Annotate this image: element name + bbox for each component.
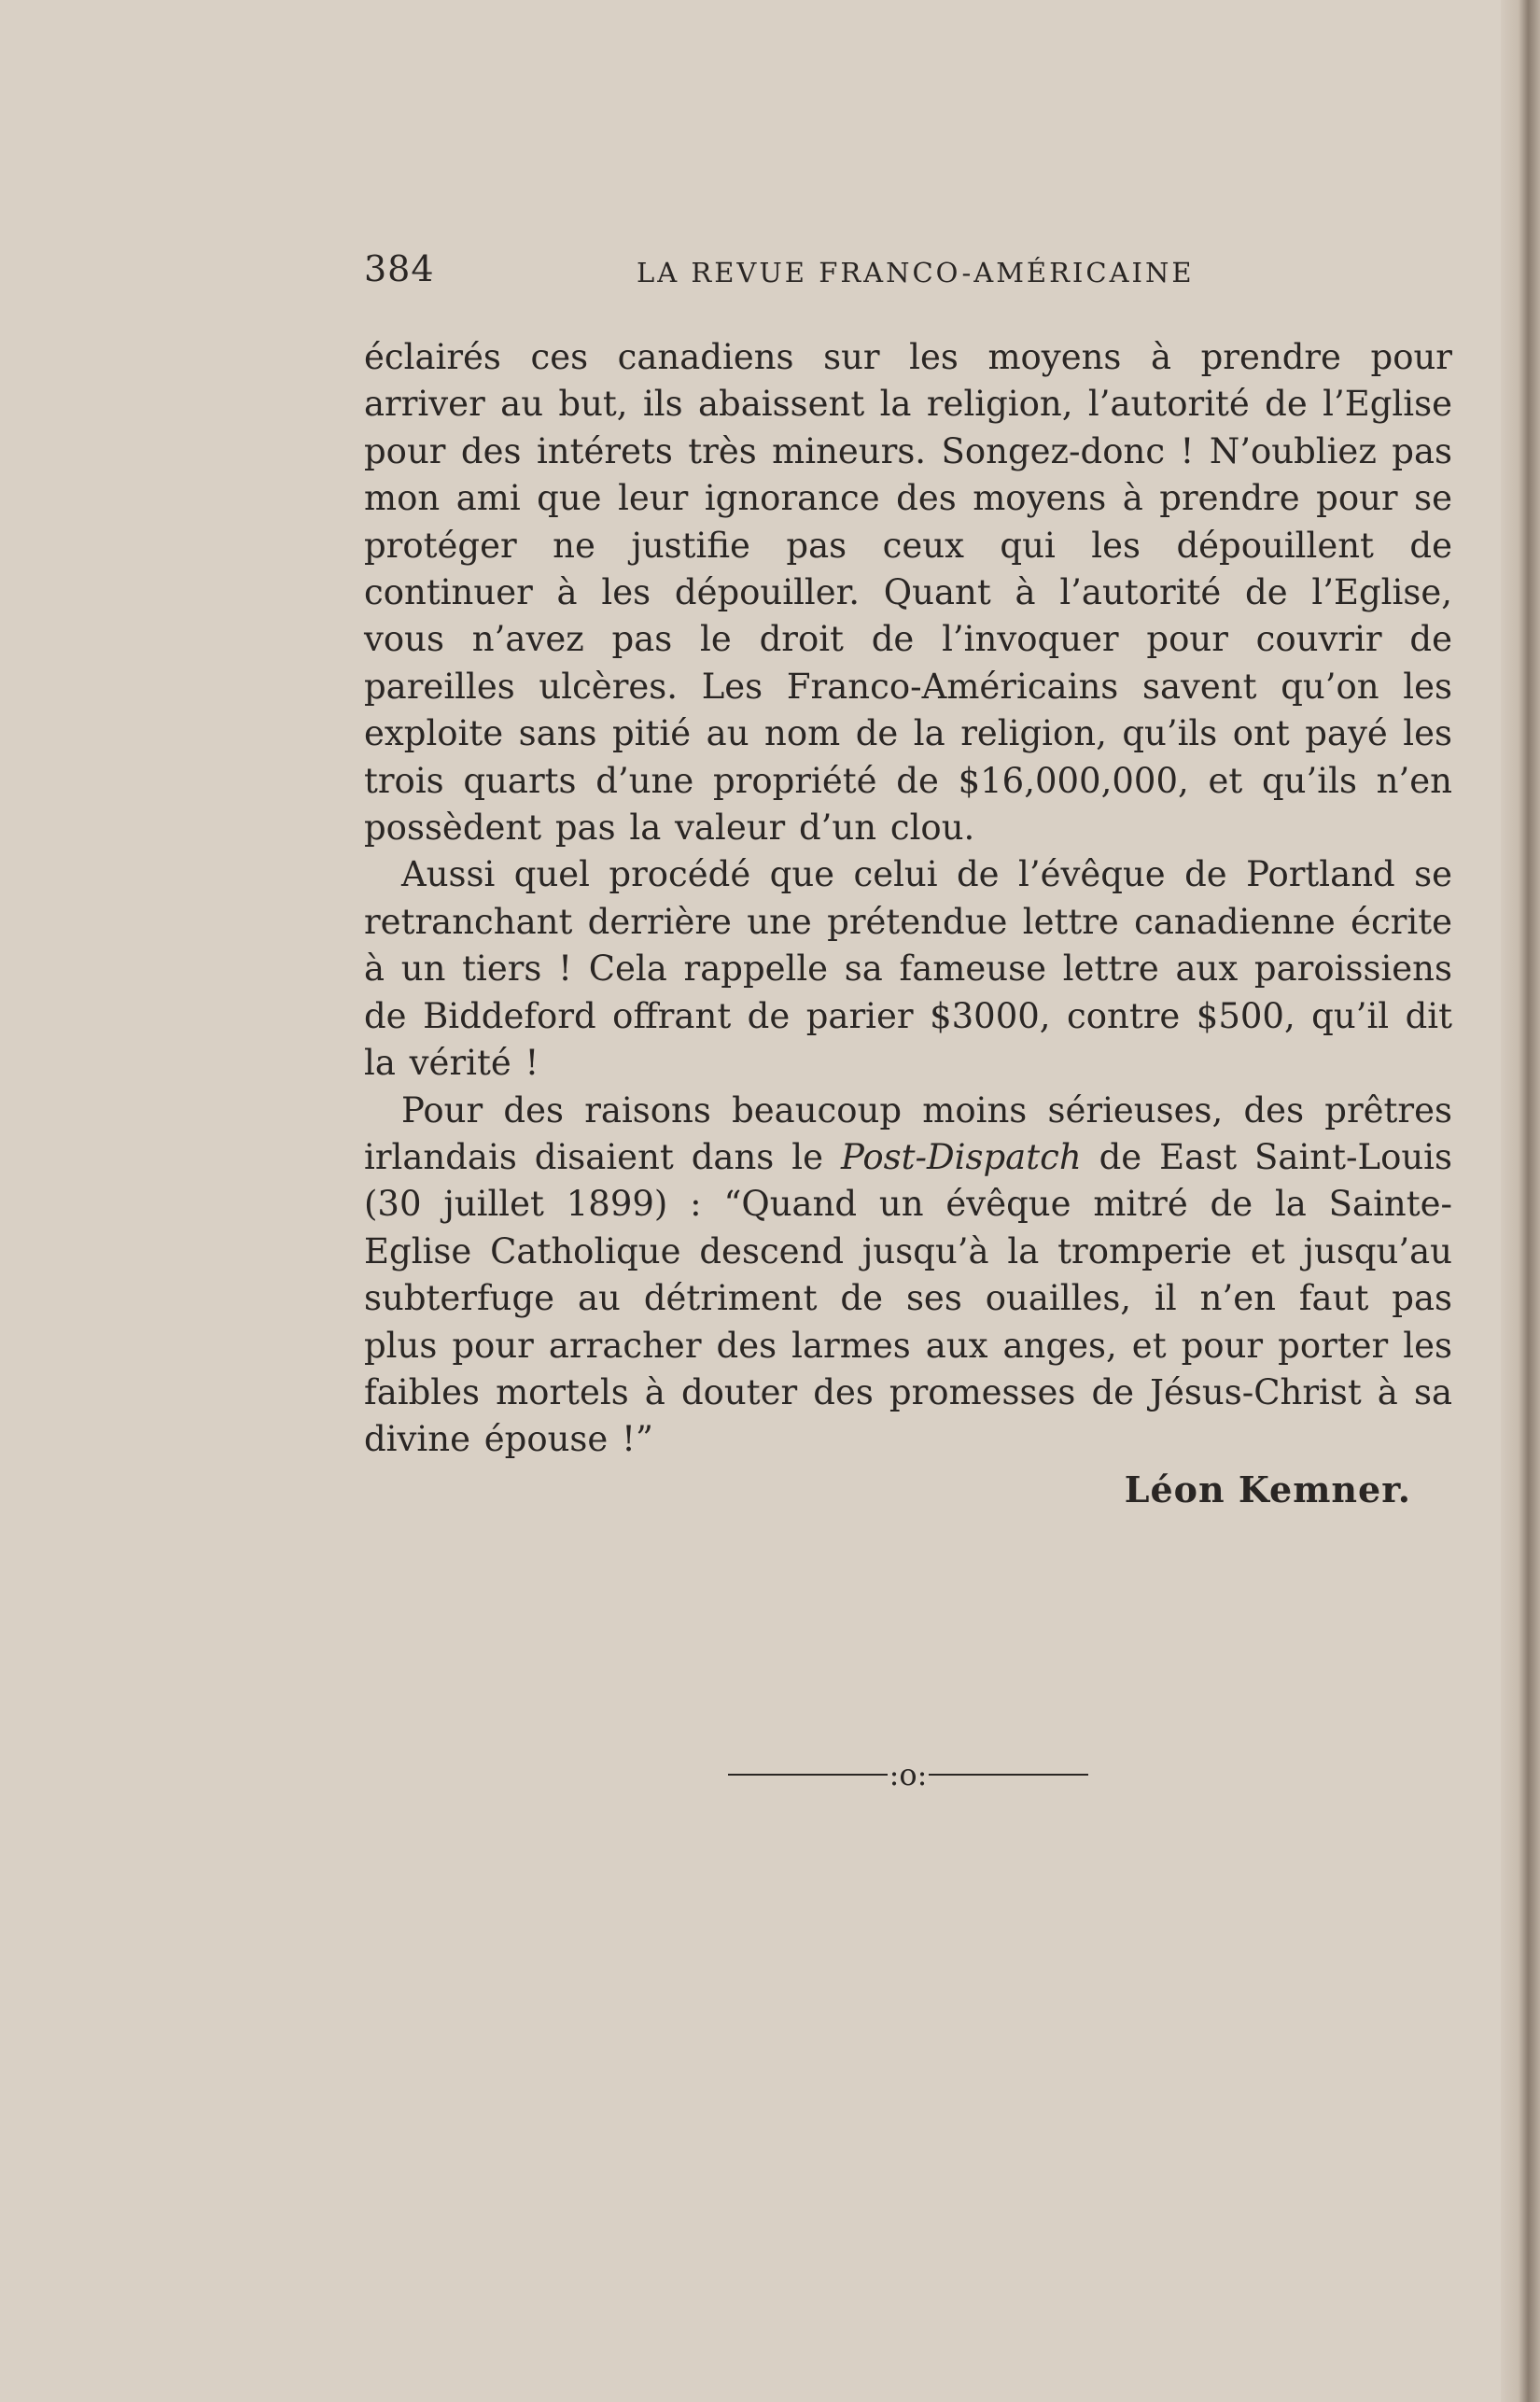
paragraph-2-text: Aussi quel procédé que celui de l’évêque de Portland se retranchant derrière une prétendue lettre canadienne écrite à un tiers ! Cela rappelle sa fameuse lettre aux paroissiens de Biddeford offrant de parier $3000, contre $500, qu’il dit la vérité !: [364, 854, 1452, 1084]
ornament-rule-right: [929, 1774, 1088, 1776]
author-signature: Léon Kemner.: [1124, 1468, 1411, 1510]
page-header: [364, 248, 1484, 293]
section-ornament: [728, 1754, 1088, 1795]
paragraph-2: [364, 851, 1452, 1087]
paragraph-3: [364, 1088, 1452, 1464]
ornament-center: :o:: [889, 1757, 928, 1792]
ornament-rule-left: [728, 1774, 888, 1776]
paragraph-3-text-a: Pour des raisons beaucoup moins sérieuses, des prêtres irlandais disaient dans le: [364, 1089, 1452, 1177]
paragraph-1-text: éclairés ces canadiens sur les moyens à prendre pour arriver au but, ils abaissent la religion, l’autorité de l’Eglise pour des intérets très mineurs. Songez-donc ! N’oubliez pas mon ami que leur ignorance des moyens à prendre pour se protéger ne justifie pas ceux qui les dépouillent de continuer à les dépouiller. Quant à l’autorité de l’Eglise, vous n’avez pas le droit de l’invoquer pour couvrir de pareilles ulcères. Les Franco-Américains savent qu’on les exploite sans pitié au nom de la religion, qu’ils ont payé les trois quarts d’une propriété de $16,000,000, et qu’ils n’en possèdent pas la valeur d’un clou.: [364, 337, 1452, 849]
page-edge-shadow: [1501, 0, 1540, 2402]
paragraph-1: [364, 334, 1452, 851]
newspaper-title: Post-Dispatch: [840, 1136, 1082, 1177]
article-body: [364, 334, 1452, 1516]
running-title: LA REVUE FRANCO-AMÉRICAINE: [637, 257, 1195, 288]
paragraph-3-text-b: de East Saint-Louis (30 juillet 1899) : “Quand un évêque mitré de la Sainte-Eglise Catholique descend jusqu’à la tromperie et jusqu’au subterfuge au détriment de ses ouailles, il n’en faut pas plus pour arracher des larmes aux anges, et pour porter les faibles mortels à douter des promesses de Jésus-Christ à sa divine épouse !”: [364, 1136, 1452, 1460]
page-number: 384: [364, 248, 435, 289]
